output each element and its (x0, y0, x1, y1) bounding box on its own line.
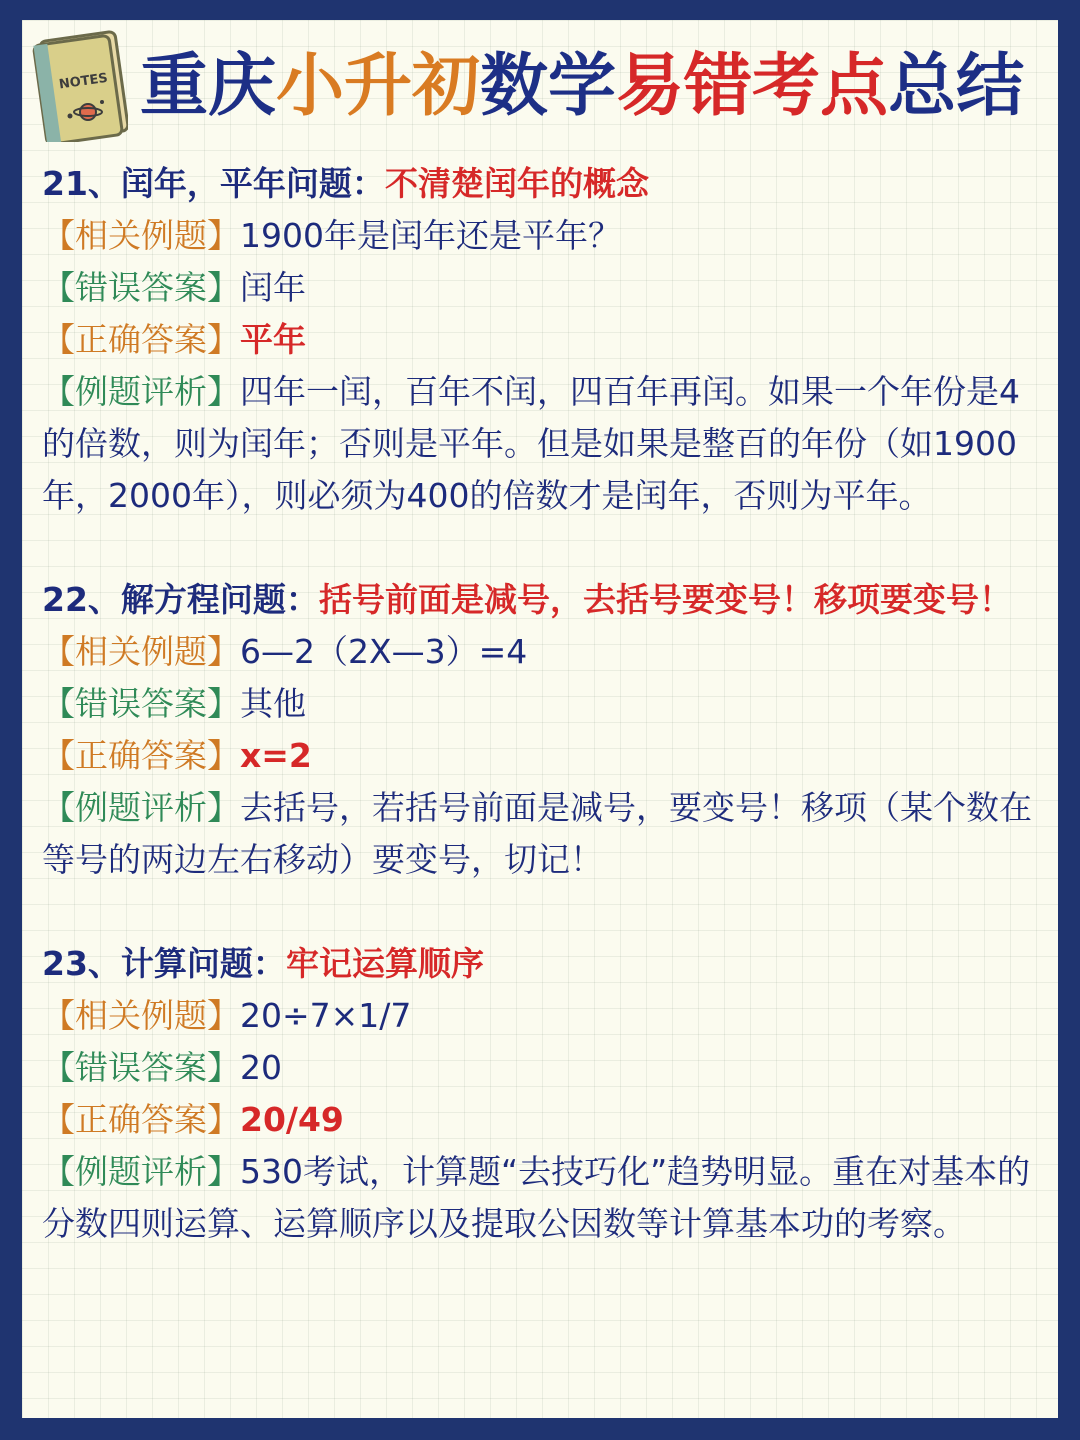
question-title: 23、计算问题： (42, 944, 286, 983)
analysis-label: 【例题评析】 (42, 788, 240, 827)
example-line (42, 626, 1042, 678)
example-text: 6—2（2X—3）=4 (240, 632, 528, 671)
wrong-label: 【错误答案】 (42, 684, 240, 723)
analysis-line (42, 366, 1042, 522)
analysis-label: 【例题评析】 (42, 372, 240, 411)
wrong-answer-line (42, 262, 1042, 314)
analysis-text: 去括号，若括号前面是减号，要变号！移项（某个数在等号的两边左右移动）要变号，切记！ (42, 788, 1032, 879)
example-text: 20÷7×1/7 (240, 996, 412, 1035)
correct-label: 【正确答案】 (42, 736, 240, 775)
correct-label: 【正确答案】 (42, 1100, 240, 1139)
question-heading (42, 574, 1042, 626)
wrong-label: 【错误答案】 (42, 1048, 240, 1087)
correct-answer: 20/49 (240, 1100, 344, 1139)
page-title: 重庆小升初数学易错考点总结 (140, 47, 1025, 126)
correct-answer: 平年 (240, 320, 306, 359)
header (22, 20, 1058, 150)
wrong-label: 【错误答案】 (42, 268, 240, 307)
content (42, 158, 1042, 1302)
example-label: 【相关例题】 (42, 632, 240, 671)
correct-label: 【正确答案】 (42, 320, 240, 359)
analysis-label: 【例题评析】 (42, 1152, 240, 1191)
analysis-text: 530考试，计算题“去技巧化”趋势明显。重在对基本的分数四则运算、运算顺序以及提取公因数等计算基本功的考察。 (42, 1152, 1031, 1243)
key-point: 括号前面是减号，去括号要变号！移项要变号！ (318, 580, 1012, 619)
notebook-label: NOTES (58, 70, 109, 93)
section-23 (42, 938, 1042, 1250)
correct-answer-line (42, 314, 1042, 366)
example-label: 【相关例题】 (42, 996, 240, 1035)
correct-answer: x=2 (240, 736, 312, 775)
question-title: 21、闰年，平年问题： (42, 164, 385, 203)
analysis-line (42, 782, 1042, 886)
example-line (42, 210, 1042, 262)
key-point: 牢记运算顺序 (285, 944, 484, 983)
section-22 (42, 574, 1042, 886)
key-point: 不清楚闰年的概念 (384, 164, 649, 203)
analysis-text: 四年一闰，百年不闰，四百年再闰。如果一个年份是4的倍数，则为闰年；否则是平年。但是如果是整百的年份（如1900年，2000年），则必须为400的倍数才是闰年，否则为平年。 (42, 372, 1020, 515)
example-line (42, 990, 1042, 1042)
correct-answer-line (42, 730, 1042, 782)
question-heading (42, 158, 1042, 210)
section-21 (42, 158, 1042, 522)
analysis-line (42, 1146, 1042, 1250)
example-label: 【相关例题】 (42, 216, 240, 255)
notes-page (22, 20, 1058, 1418)
wrong-answer: 其他 (240, 684, 306, 723)
wrong-answer-line (42, 1042, 1042, 1094)
wrong-answer: 20 (240, 1048, 282, 1087)
wrong-answer-line (42, 678, 1042, 730)
wrong-answer: 闰年 (240, 268, 306, 307)
question-title: 22、解方程问题： (42, 580, 319, 619)
notebook-icon (32, 30, 128, 142)
example-text: 1900年是闰年还是平年？ (240, 216, 621, 255)
question-heading (42, 938, 1042, 990)
correct-answer-line (42, 1094, 1042, 1146)
